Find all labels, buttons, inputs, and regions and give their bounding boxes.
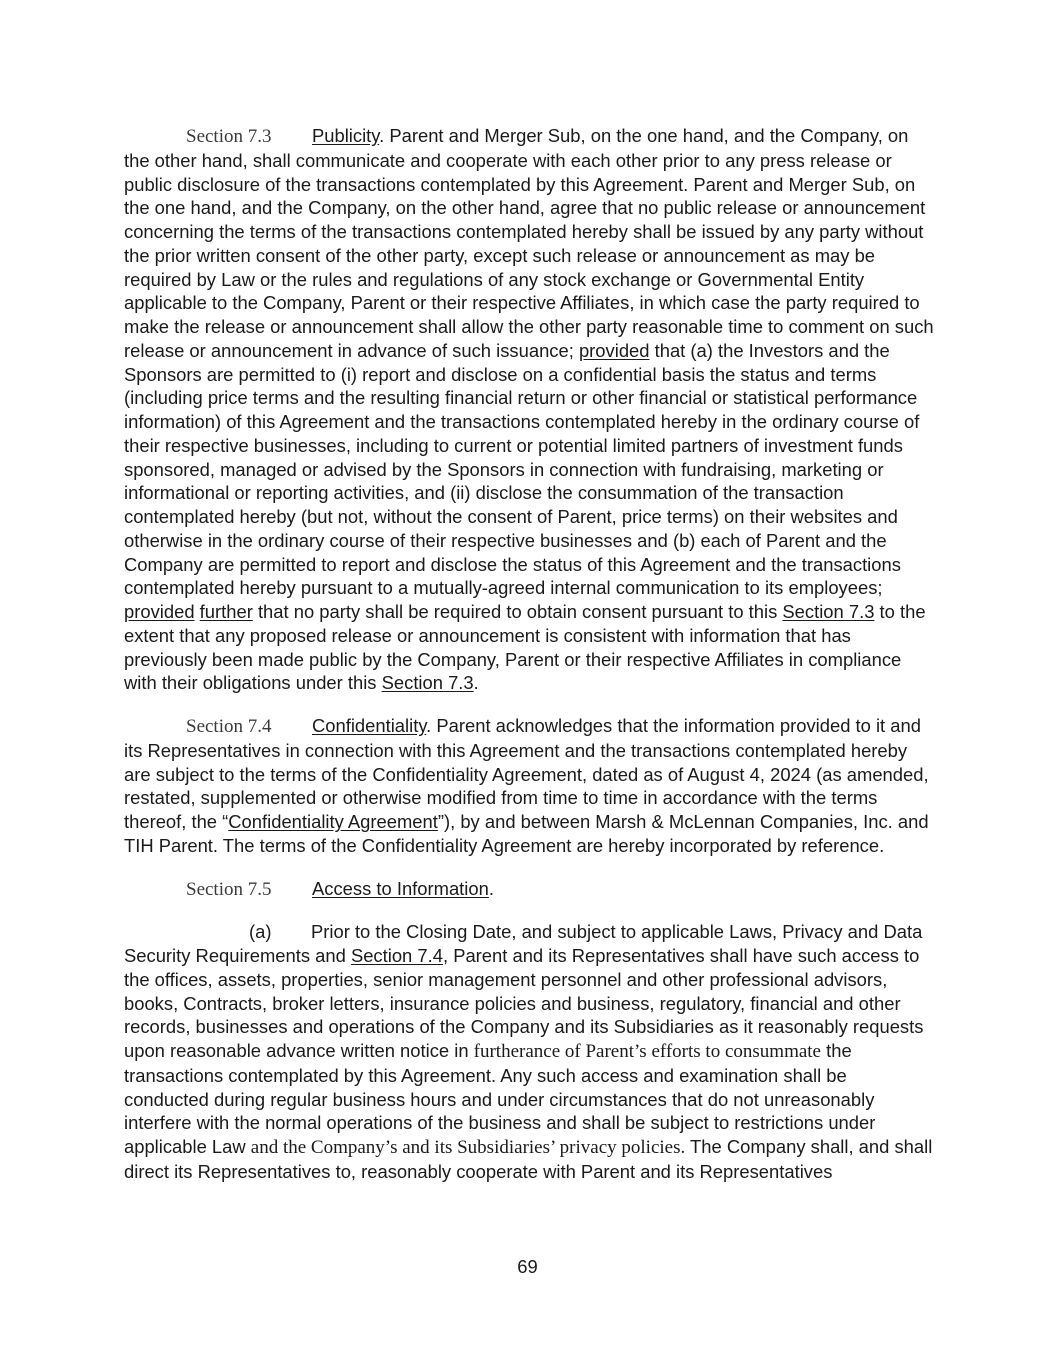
section-7-4-title: Confidentiality (312, 715, 427, 736)
section-7-3-text-6: . (473, 672, 479, 694)
section-7-4-cross-reference: Section 7.4 (350, 945, 443, 966)
subsection-a-label: (a) (249, 921, 272, 943)
section-7-3-cross-reference-2: Section 7.3 (381, 672, 474, 694)
section-7-3-paragraph (124, 124, 936, 695)
section-7-3-text-1: . Parent and Merger Sub, on the one hand, and the Company, on the other hand, shall communicate and cooperate with each other prior to any press release or public disclosure of the transactions contemplated by this Agreement. Parent and Merger Sub, on the one hand, and the Company, on the other hand, agree that no public release or announcement concerning the terms of the transactions contemplated hereby shall be issued by any party without the prior written consent of the other party, except such release or announcement as may be required by Law or the rules and regulations of any stock exchange or Governmental Entity applicable to the Company, Parent or their respective Affiliates, in which case the party required to make the release or announcement shall allow the other party reasonable time to comment on such release or announcement in advance of such issuance; (124, 125, 934, 361)
section-7-5-a-text-3: the transactions contemplated by this Agreement. Any such access and examination shall be conducted during regular business hours and under circumstances that do not unreasonably interfere with the normal operations of the business and shall be subject to restrictions under applicable Law (124, 1040, 876, 1157)
section-7-5-a-text-1: Prior to the Closing Date, and subject to applicable Laws, Privacy and Data Security Requirements and (124, 921, 923, 966)
section-7-5-a-paragraph (124, 920, 936, 1183)
section-7-5-a-text-2: , Parent and its Representatives shall have such access to the offices, assets, properties, senior management personnel and other professional advisors, books, Contracts, broker letters, insurance policies and business, regulatory, financial and other records, businesses and operations of the Company and its Subsidiaries as it reasonably requests upon reasonable advance written notice in (124, 945, 924, 1061)
page-number: 69 (517, 1256, 538, 1277)
provided-term-2: provided (124, 601, 195, 622)
section-7-4-text-1: . Parent acknowledges that the information provided to it and its Representatives in connection with this Agreement and the transactions contemplated hereby are subject to the terms of the Confidentiality Agreement, dated as of August 4, 2024 (as amended, restated, supplemented or otherwise modified from time to time in accordance with the terms thereof, the “ (124, 715, 929, 832)
section-7-3-cross-reference-1: Section 7.3 (782, 601, 875, 622)
further-term: further (199, 601, 253, 622)
section-7-5-text-1: . (488, 877, 494, 899)
section-7-5-a-serif-text-1: furtherance of Parent’s efforts to consummate (473, 1041, 821, 1062)
section-7-3-text-4: that no party shall be required to obtain consent pursuant to this (252, 601, 783, 622)
confidentiality-agreement-term: Confidentiality Agreement (228, 811, 438, 832)
section-7-5-heading (124, 877, 936, 902)
section-7-3-text-2: that (a) the Investors and the Sponsors are permitted to (i) report and disclose on a confidential basis the status and terms (including price terms and the resulting financial return or other financial or statistical performance information) of this Agreement and the transactions contemplated hereby in the ordinary course of their respective businesses, including to current or potential limited partners of investment funds sponsored, managed or advised by the Sponsors in connection with fundraising, marketing or informational or reporting activities, and (ii) disclose the consummation of the transaction contemplated hereby (but not, without the consent of Parent, price terms) on their websites and otherwise in the ordinary course of their respective businesses and (b) each of Parent and the Company are permitted to report and disclose the status of this Agreement and the transactions contemplated hereby pursuant to a mutually-agreed internal communication to its employees; (124, 339, 920, 599)
section-7-4-paragraph (124, 714, 936, 858)
section-7-5-a-serif-text-2: and the Company’s and its Subsidiaries’ privacy policies. (250, 1137, 686, 1158)
section-7-5-title: Access to Information (312, 877, 489, 899)
section-7-5-a-text-4: The Company shall, and shall direct its Representatives to, reasonably cooperate with Parent and its Representatives (124, 1136, 933, 1182)
section-7-3-text-5: to the extent that any proposed release or announcement is consistent with information that has previously been made public by the Company, Parent or their respective Affiliates in compliance with their obligations under this (124, 601, 926, 694)
section-7-4-text-2: ”), by and between Marsh & McLennan Companies, Inc. and TIH Parent. The terms of the Confidentiality Agreement are hereby incorporated by reference. (124, 811, 929, 856)
section-7-3-title: Publicity (312, 125, 380, 146)
provided-term-1: provided (578, 339, 650, 361)
section-7-5-number: Section 7.5 (186, 878, 272, 900)
section-7-3-number: Section 7.3 (186, 126, 272, 147)
page-body (124, 124, 936, 1184)
section-7-4-number: Section 7.4 (186, 716, 272, 737)
